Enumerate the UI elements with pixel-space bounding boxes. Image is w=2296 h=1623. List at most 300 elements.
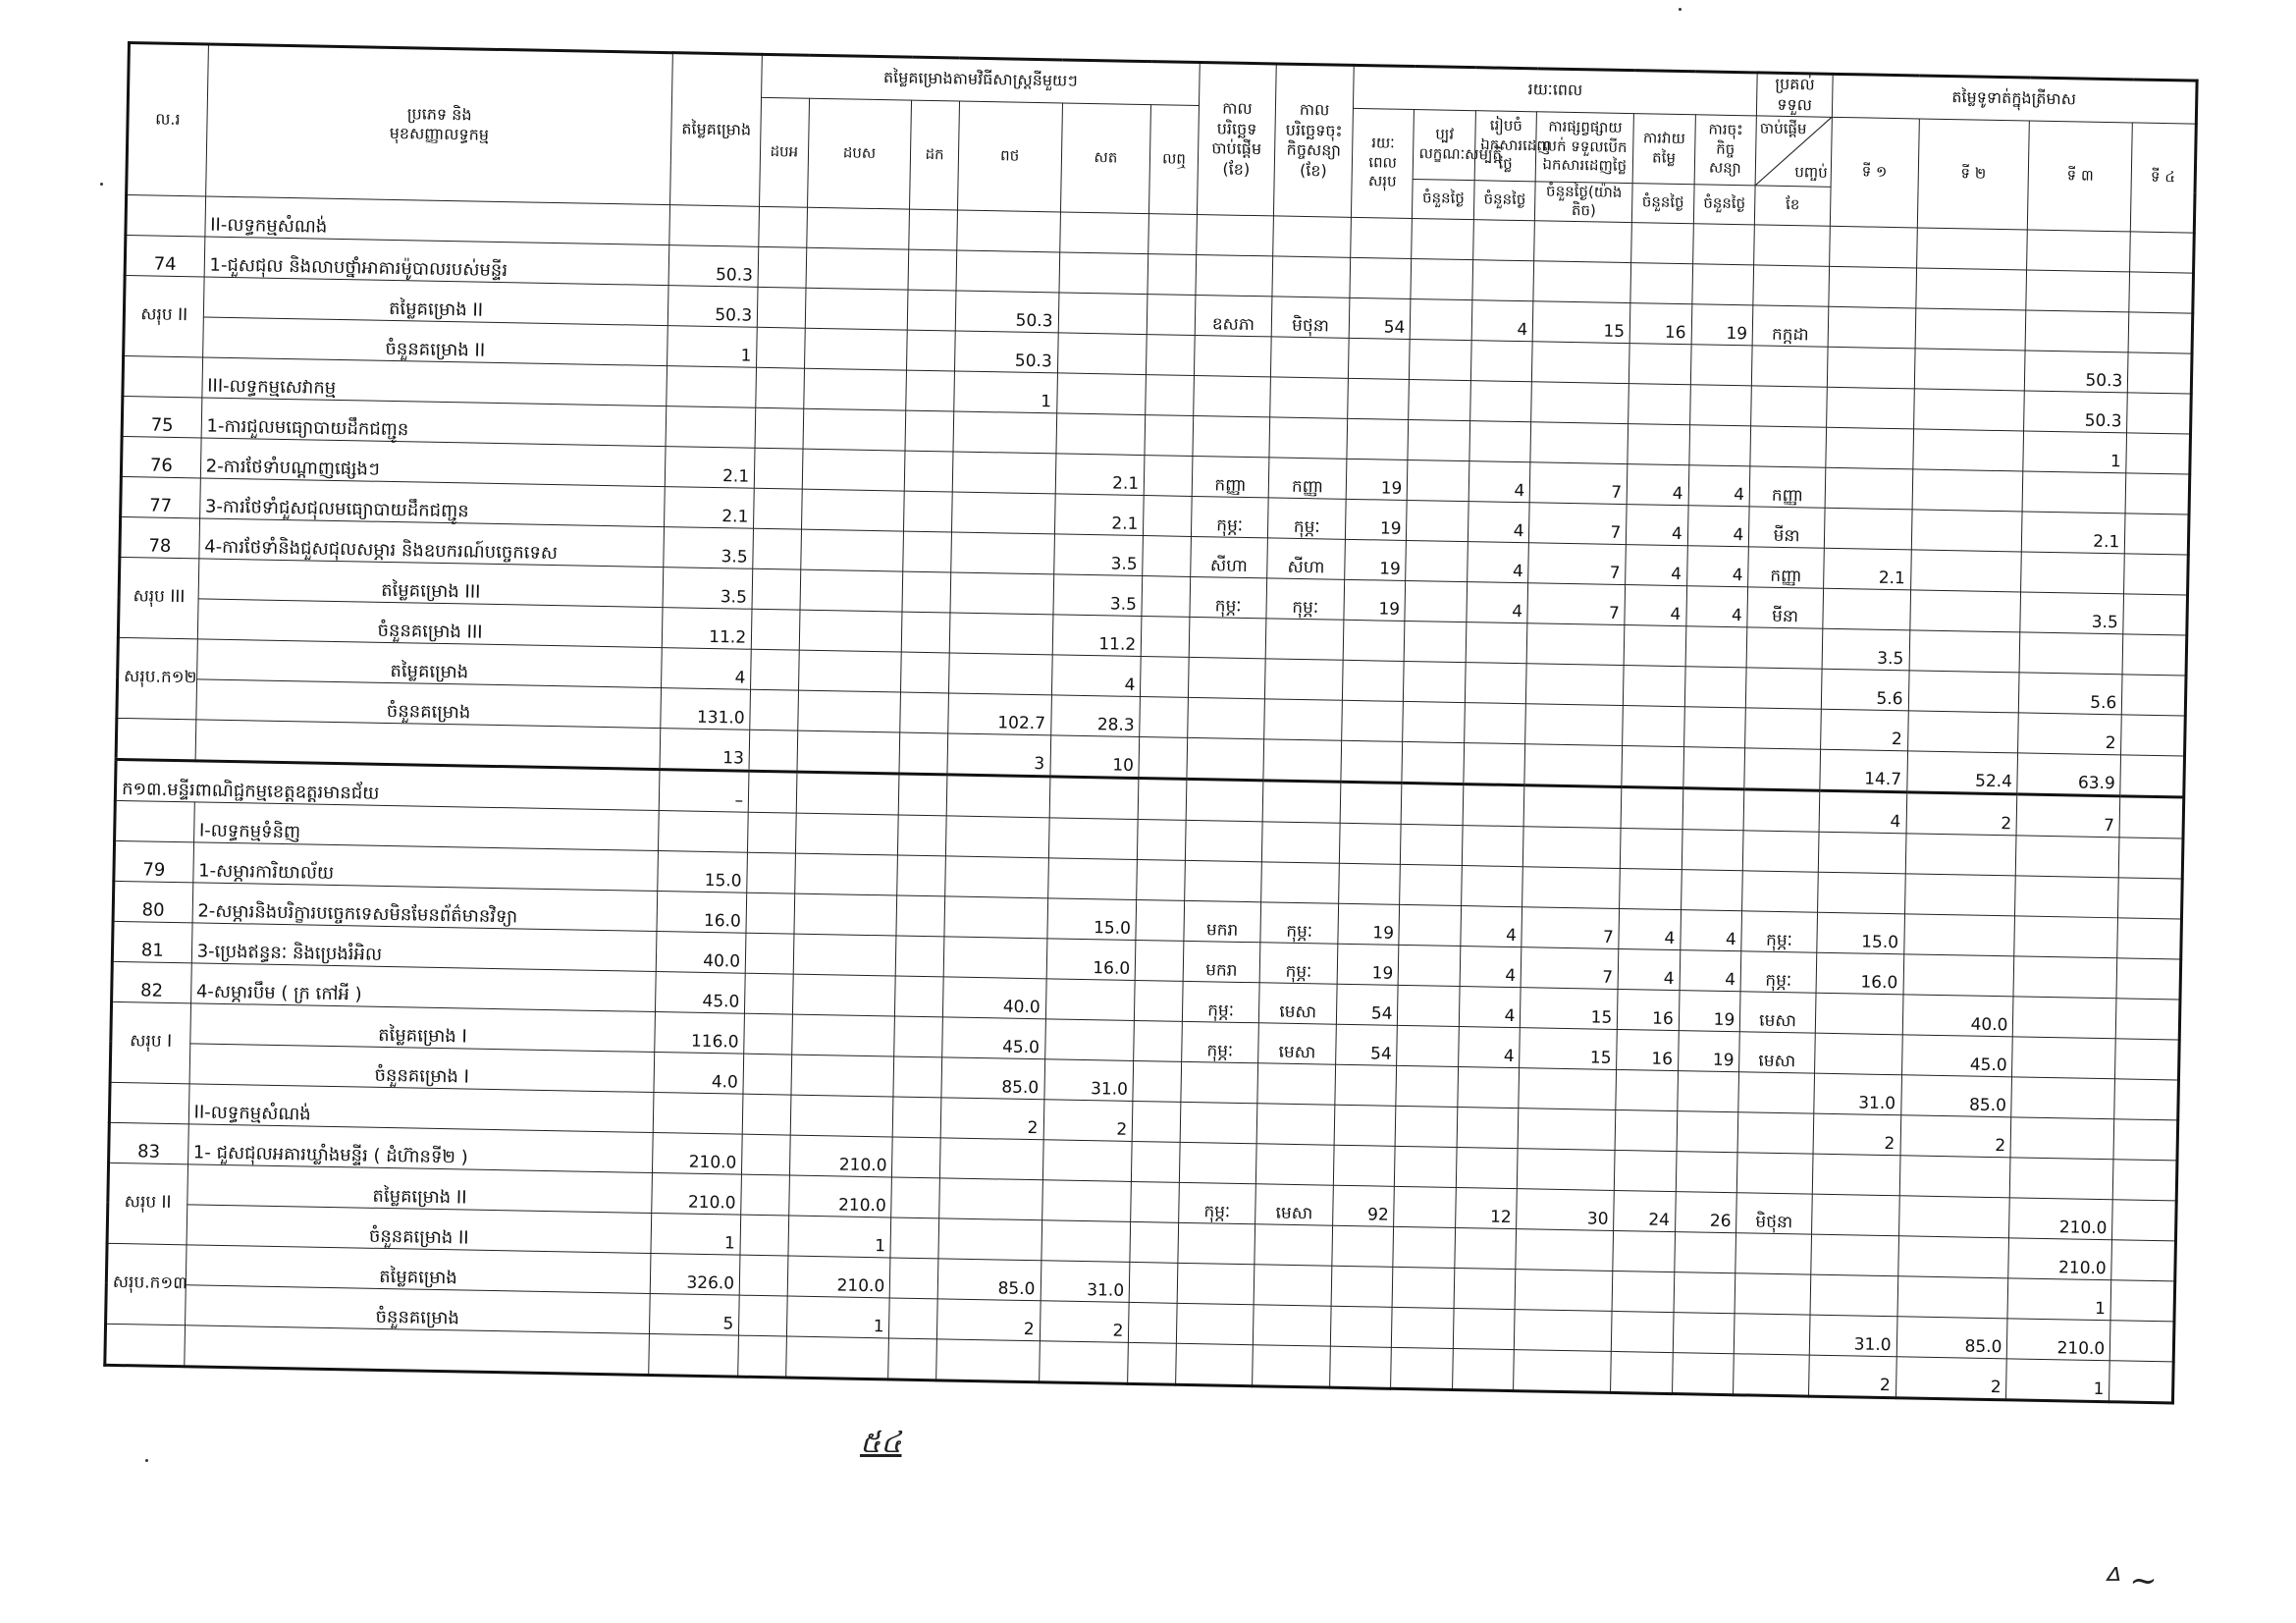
- cell-cost: 210.0: [652, 1172, 741, 1215]
- cell-ps: [797, 690, 901, 732]
- row-label: 3-ប្រេងឥន្ធនៈ និងប្រេងរំអិល: [191, 922, 657, 971]
- cell-ps: [800, 529, 904, 571]
- cell-d5: 4: [1686, 585, 1748, 626]
- row-number: 78: [120, 516, 199, 558]
- row-number: 77: [121, 476, 200, 517]
- row-label: តម្លៃគម្រោង II: [187, 1163, 652, 1213]
- cell-q2: [1914, 349, 2026, 391]
- cell-contract: [1269, 416, 1347, 458]
- cell-contract: មេសា: [1255, 1183, 1333, 1224]
- cell-d4: 16: [1617, 1029, 1679, 1070]
- cell-lb: [1144, 455, 1192, 496]
- cell-d4: 4: [1626, 544, 1687, 585]
- cell-q3: [2027, 230, 2131, 272]
- cell-pt: [950, 532, 1054, 574]
- cell-ps: [806, 247, 910, 290]
- cell-st: 2.1: [1054, 493, 1144, 535]
- cell-ps: 1: [787, 1216, 891, 1258]
- cell-q2: 45.0: [1901, 1034, 2013, 1076]
- cell-lb: [1144, 495, 1192, 536]
- cell-delivery: [1744, 747, 1820, 789]
- cell-pt: [944, 895, 1048, 938]
- cell-start: [1176, 1303, 1254, 1344]
- cell-ps: 210.0: [787, 1256, 891, 1298]
- cell-dk: [908, 249, 956, 291]
- header-delivery-group: ប្រគល់ទទួល: [1757, 73, 1833, 117]
- cell-q4: [2116, 957, 2180, 999]
- cell-cost: 15.0: [658, 850, 747, 893]
- cell-q4: [2126, 432, 2190, 473]
- cell-cost: [654, 1092, 743, 1134]
- cell-d3: [1524, 784, 1623, 828]
- cell-dur: [1342, 660, 1404, 701]
- cell-dk: [897, 855, 945, 896]
- cell-st: [1056, 412, 1146, 455]
- cell-d4: 16: [1629, 302, 1691, 344]
- cell-q2: [1897, 1235, 2009, 1277]
- cell-d4: 4: [1618, 948, 1680, 990]
- header-delivery-end: បញ្ចប់: [1794, 163, 1828, 182]
- header-day-unit: ចំនួនថ្ងៃ: [1473, 180, 1535, 220]
- cell-d4: 4: [1627, 504, 1688, 545]
- cell-d3: 15: [1520, 1027, 1618, 1069]
- cell-d1: [1403, 701, 1465, 742]
- cell-pa: [746, 893, 794, 934]
- cell-ps: [804, 328, 908, 370]
- cell-contract: [1271, 337, 1349, 378]
- header-duration-col: ការចុះកិច្ចសន្យា: [1694, 114, 1757, 185]
- cell-d1: [1395, 1146, 1457, 1187]
- cell-d1: [1408, 419, 1469, 460]
- header-funding-col: លឮ: [1149, 104, 1199, 214]
- cell-d4: 4: [1619, 908, 1681, 949]
- cell-d2: 12: [1456, 1187, 1518, 1228]
- cell-dur: [1331, 1266, 1393, 1307]
- cell-ps: [800, 569, 904, 612]
- cell-d3: 15: [1521, 987, 1619, 1029]
- cell-q4: [2114, 1078, 2178, 1119]
- cell-cost: 326.0: [651, 1253, 740, 1295]
- header-start-date: កាលបរិច្ឆេទ ចាប់ផ្តើម (ខែ): [1197, 63, 1276, 216]
- cell-contract: [1254, 1304, 1331, 1345]
- cell-d1: [1399, 945, 1461, 986]
- cell-delivery: កុម្ភៈ: [1740, 950, 1816, 992]
- cell-st: 2: [1040, 1300, 1129, 1342]
- row-label: 1-សម្ភារការិយាល័យ: [192, 841, 658, 891]
- cell-d1: [1392, 1307, 1454, 1348]
- cell-st: [1049, 776, 1139, 819]
- header-quarter-1: ទី ១: [1830, 117, 1919, 228]
- cell-d3: 7: [1530, 461, 1629, 504]
- cell-q4: [2118, 877, 2182, 918]
- procurement-plan-sheet: [103, 41, 2198, 1404]
- corner-mark: ᐞ ~: [2101, 1561, 2158, 1600]
- cell-d5: [1678, 1070, 1739, 1111]
- cell-delivery: [1753, 264, 1829, 305]
- cell-d1: [1396, 1065, 1458, 1107]
- row-label: III-លទ្ធកម្មសេវាកម្ម: [202, 357, 667, 406]
- cell-contract: [1262, 821, 1340, 862]
- cell-d4: [1613, 1230, 1675, 1271]
- cell-d4: 4: [1627, 463, 1688, 505]
- header-duration-col: ប្បវលក្ខណៈសម្បត្តិ: [1414, 109, 1476, 180]
- row-label: [184, 1325, 649, 1375]
- cell-start: កុម្ភៈ: [1182, 981, 1259, 1022]
- cell-d3: [1515, 1309, 1613, 1351]
- cell-pa: [740, 1215, 788, 1256]
- cell-q1: [1828, 306, 1915, 349]
- cell-lb: [1145, 414, 1193, 456]
- cell-contract: កុម្ភៈ: [1259, 942, 1337, 983]
- cell-ps: [803, 368, 907, 410]
- cell-cost: 40.0: [657, 931, 746, 973]
- cell-cost: –: [660, 769, 749, 812]
- cell-q1: [1818, 832, 1905, 874]
- cell-st: 15.0: [1046, 897, 1136, 940]
- cell-q3: [2016, 835, 2120, 877]
- cell-q4: [2116, 998, 2180, 1039]
- cell-pt: [948, 653, 1052, 695]
- cell-contract: [1257, 1062, 1335, 1104]
- cell-dk: [905, 410, 953, 452]
- cell-q3: 5.6: [2019, 673, 2123, 715]
- cell-dk: [907, 330, 955, 371]
- cell-d1: [1405, 621, 1467, 662]
- cell-st: [1057, 333, 1147, 375]
- cell-contract: [1263, 738, 1341, 781]
- cell-d1: [1400, 864, 1462, 905]
- cell-cost: 3.5: [664, 526, 753, 568]
- cell-d3: [1527, 622, 1626, 665]
- cell-ps: [803, 408, 907, 451]
- cell-delivery: [1737, 1111, 1813, 1153]
- cell-pt: [956, 250, 1060, 293]
- cell-cost: 1: [667, 325, 757, 367]
- cell-q1: 4: [1819, 790, 1906, 834]
- margin-dot: [145, 1459, 148, 1462]
- cell-q4: [2130, 232, 2194, 273]
- cell-pa: [755, 407, 803, 449]
- cell-delivery: [1746, 667, 1822, 708]
- cell-q1: 2: [1820, 709, 1907, 751]
- cell-pt: 3: [947, 733, 1051, 777]
- cell-d3: 7: [1527, 582, 1626, 624]
- cell-q1: [1829, 226, 1916, 268]
- cell-lb: [1132, 1141, 1180, 1182]
- cell-q2: 2: [1906, 791, 2018, 835]
- cell-dur: [1330, 1346, 1392, 1388]
- row-label: ចំនួនគម្រោង I: [189, 1043, 655, 1092]
- cell-delivery: [1735, 1272, 1810, 1314]
- cell-cost: 45.0: [656, 971, 745, 1013]
- cell-pa: [756, 367, 804, 408]
- cell-contract: [1256, 1103, 1334, 1144]
- cell-d4: [1630, 262, 1692, 303]
- cell-lb: [1135, 940, 1183, 981]
- cell-d2: [1472, 259, 1534, 300]
- row-label: តម្លៃគម្រោង II: [203, 277, 668, 326]
- margin-dot: [1679, 8, 1682, 11]
- cell-pt: 40.0: [942, 976, 1046, 1018]
- cell-delivery: មិថុនា: [1736, 1192, 1812, 1233]
- cell-dur: [1340, 782, 1402, 824]
- cell-pt: 1: [953, 371, 1057, 413]
- cell-d1: [1398, 985, 1460, 1026]
- cell-pa: [748, 771, 796, 813]
- cell-q2: [1916, 228, 2028, 270]
- cell-lb: [1143, 535, 1191, 576]
- cell-start: មករា: [1183, 941, 1260, 982]
- cell-q2: [1915, 308, 2027, 351]
- cell-q2: [1912, 468, 2024, 511]
- cell-dk: [906, 370, 954, 411]
- cell-lb: [1135, 980, 1183, 1021]
- cell-d4: [1621, 828, 1682, 869]
- cell-pa: [759, 206, 807, 247]
- cell-st: 11.2: [1052, 614, 1142, 656]
- cell-pt: 2: [936, 1298, 1041, 1340]
- cell-ps: [793, 893, 897, 936]
- cell-dk: [894, 1016, 942, 1057]
- cell-d4: [1612, 1271, 1674, 1312]
- cell-q3: 3.5: [2020, 592, 2124, 634]
- cell-delivery: [1754, 225, 1830, 266]
- row-label: តម្លៃគម្រោង: [186, 1244, 651, 1293]
- cell-d1: [1402, 741, 1464, 784]
- cell-start: [1187, 697, 1264, 738]
- cell-q1: [1810, 1274, 1897, 1317]
- cell-d4: [1611, 1351, 1673, 1393]
- cell-q3: [2026, 310, 2130, 352]
- cell-cost: 4.0: [654, 1052, 743, 1094]
- cell-q2: 40.0: [1902, 994, 2014, 1036]
- cell-lb: [1131, 1181, 1179, 1222]
- cell-d3: 7: [1528, 542, 1627, 584]
- cell-st: [1044, 1018, 1134, 1060]
- cell-dk: [901, 652, 949, 693]
- cell-d5: [1690, 344, 1752, 385]
- cell-d4: [1612, 1311, 1674, 1352]
- cell-q2: [1915, 268, 2027, 310]
- row-label: 2-ការថែទាំបណ្តាញផ្សេងៗ: [200, 438, 666, 487]
- cell-lb: [1138, 778, 1186, 820]
- cell-pa: [743, 1054, 791, 1095]
- cell-d4: [1620, 868, 1682, 909]
- cell-d4: [1616, 1069, 1678, 1110]
- header-quarter-2: ទី ២: [1917, 119, 2030, 230]
- cell-q1: [1815, 993, 1902, 1035]
- cell-d5: [1682, 787, 1744, 830]
- cell-dur: 19: [1337, 944, 1399, 985]
- cell-st: 31.0: [1043, 1058, 1133, 1101]
- cell-lb: [1136, 899, 1184, 941]
- subtotal-label: សរុប.ក១៣: [106, 1243, 187, 1325]
- cell-q2: [1904, 873, 2016, 915]
- cell-d4: 16: [1618, 989, 1680, 1030]
- cell-dk: [900, 692, 948, 733]
- cell-d2: 4: [1467, 581, 1528, 622]
- cell-pa: [741, 1174, 789, 1216]
- cell-contract: [1273, 216, 1351, 257]
- cell-st: [1042, 1139, 1132, 1181]
- header-duration-col: ការវាយតម្លៃ: [1632, 113, 1695, 184]
- cell-q4: [2111, 1239, 2175, 1280]
- cell-q2: [1907, 710, 2019, 752]
- cell-d2: 4: [1459, 1026, 1521, 1067]
- row-label: 4-ការថែទាំនិងជួសជុលសម្ភារ និងឧបករណ៍បច្ចេកទេស: [199, 518, 665, 568]
- header-quarter-4: ទី ៤: [2131, 123, 2197, 233]
- row-label: ចំនួនគម្រោង: [185, 1284, 650, 1333]
- cell-dur: [1350, 257, 1412, 298]
- cell-dur: 19: [1338, 903, 1400, 945]
- cell-d3: [1526, 663, 1625, 705]
- cell-q2: [1909, 629, 2021, 672]
- cell-cost: 131.0: [661, 687, 750, 730]
- cell-q4: [2115, 1038, 2179, 1079]
- cell-cost: 16.0: [657, 891, 746, 933]
- cell-d4: [1624, 624, 1685, 666]
- cell-q1: [1826, 387, 1913, 429]
- cell-delivery: [1751, 385, 1827, 426]
- cell-contract: កុម្ភៈ: [1268, 497, 1346, 538]
- row-label: II-លទ្ធកម្មសំណង់: [188, 1083, 654, 1132]
- cell-d5: 4: [1687, 505, 1749, 546]
- cell-d5: 19: [1678, 1030, 1739, 1071]
- cell-dk: [904, 491, 952, 532]
- row-number: 75: [122, 396, 201, 437]
- cell-start: [1181, 1061, 1258, 1103]
- cell-ps: [799, 610, 903, 652]
- header-funding-group: តម្លៃគម្រោងតាមវិធីសាស្រ្តនីមួយៗ: [762, 54, 1200, 105]
- cell-q1: [1811, 1234, 1898, 1276]
- cell-contract: [1270, 376, 1348, 417]
- cell-contract: កញ្ញា: [1268, 457, 1346, 498]
- cell-contract: សីហា: [1267, 537, 1345, 578]
- cell-pt: [943, 936, 1047, 978]
- procurement-plan-table: [103, 41, 2198, 1404]
- cell-contract: [1264, 698, 1342, 739]
- cell-q1: [1826, 427, 1913, 469]
- cell-q3: [2012, 1036, 2116, 1078]
- cell-dur: [1351, 217, 1413, 258]
- cell-d4: [1622, 745, 1683, 787]
- cell-q3: 2: [2018, 713, 2122, 755]
- cell-delivery: [1745, 707, 1821, 748]
- cell-contract: [1262, 780, 1340, 822]
- cell-d5: [1676, 1151, 1737, 1192]
- cell-d3: [1534, 220, 1632, 262]
- cell-d1: [1397, 1025, 1459, 1066]
- cell-d5: [1684, 666, 1746, 707]
- cell-d5: [1674, 1271, 1735, 1313]
- cell-q3: [2020, 632, 2124, 675]
- subtotal-label: សរុប II: [107, 1163, 187, 1244]
- header-funding-col: សត: [1060, 103, 1151, 214]
- cell-ps: [790, 1055, 894, 1097]
- row-label: ចំនួនគម្រោង II: [187, 1204, 652, 1253]
- cell-start: [1177, 1263, 1255, 1304]
- cell-delivery: [1738, 1071, 1814, 1112]
- cell-dk: [896, 936, 944, 977]
- cell-dur: [1335, 1064, 1397, 1106]
- cell-d2: [1469, 420, 1531, 461]
- cell-contract: [1256, 1143, 1334, 1184]
- cell-pt: 45.0: [941, 1016, 1045, 1058]
- cell-start: [1185, 820, 1262, 861]
- cell-q1: [1812, 1154, 1899, 1196]
- cell-d2: [1458, 1066, 1520, 1108]
- margin-dot: [100, 183, 103, 186]
- cell-pa: [754, 448, 802, 489]
- cell-q4: [2123, 593, 2187, 634]
- cell-q3: 7: [2016, 794, 2120, 838]
- cell-pt: [950, 572, 1054, 615]
- cell-d3: [1514, 1349, 1612, 1392]
- cell-pa: [748, 812, 796, 853]
- cell-q4: [2125, 472, 2189, 514]
- cell-lb: [1134, 1020, 1182, 1061]
- cell-dur: 54: [1336, 984, 1398, 1025]
- cell-q4: [2128, 312, 2192, 353]
- row-number: 83: [109, 1122, 188, 1163]
- cell-q4: [2122, 674, 2186, 715]
- cell-dur: [1333, 1145, 1395, 1186]
- subtotal-label: សរុប III: [118, 557, 198, 638]
- cell-d2: [1453, 1308, 1515, 1349]
- cell-d1: [1404, 661, 1466, 702]
- cell-q2: 85.0: [1900, 1074, 2012, 1116]
- cell-pt: [935, 1338, 1040, 1381]
- cell-d3: [1519, 1067, 1617, 1109]
- page-number-mark: ៥៤: [860, 1426, 902, 1460]
- cell-start: កញ្ញា: [1192, 456, 1269, 497]
- cell-d5: [1683, 746, 1745, 788]
- cell-ps: [801, 489, 905, 531]
- cell-d3: [1525, 703, 1624, 745]
- cell-pa: [739, 1295, 787, 1336]
- cell-pa: [753, 528, 801, 569]
- cell-d3: [1533, 260, 1631, 302]
- cell-st: [1047, 857, 1137, 899]
- cell-dur: [1342, 700, 1404, 741]
- cell-lb: [1142, 575, 1190, 617]
- cell-delivery: កុម្ភៈ: [1741, 910, 1817, 951]
- cell-st: [1059, 252, 1148, 295]
- cell-dk: [902, 612, 950, 653]
- cell-cost: [659, 810, 748, 852]
- cell-st: 2: [1043, 1099, 1133, 1141]
- cell-pa: [757, 327, 805, 368]
- cell-q2: [1911, 509, 2023, 551]
- cell-delivery: មេសា: [1740, 991, 1816, 1032]
- cell-q4: [2121, 714, 2185, 755]
- cell-dk: [903, 531, 951, 572]
- cell-dk: [908, 290, 956, 331]
- cell-st: [1041, 1179, 1131, 1221]
- cell-cost: [666, 406, 755, 448]
- cell-pt: [949, 613, 1053, 655]
- cell-q3: 2.1: [2022, 512, 2126, 554]
- cell-ps: [802, 449, 906, 491]
- row-number: [109, 1082, 188, 1123]
- row-number: 76: [121, 436, 200, 477]
- cell-q4: [2117, 917, 2181, 958]
- cell-q1: 14.7: [1820, 749, 1907, 792]
- cell-d1: [1411, 298, 1472, 340]
- cell-ps: [794, 853, 898, 895]
- cell-q3: 1: [2006, 1358, 2110, 1401]
- cell-q3: 63.9: [2017, 753, 2121, 796]
